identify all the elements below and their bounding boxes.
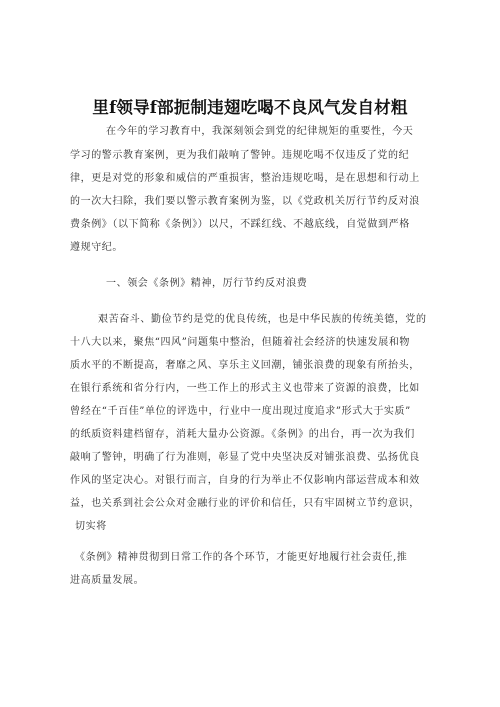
paragraph-line: 切实将	[75, 521, 107, 532]
paragraph-line: 遵规守纪。	[70, 242, 123, 253]
paragraph-line: 艰苦奋斗、勤俭节约是党的优良传统，也是中华民族的传统美德，党的	[98, 314, 427, 325]
paragraph-line: 律，更是对党的形象和威信的严重损害，整治违规吃喝，是在思想和行动上	[70, 173, 420, 184]
paragraph-line: 益，也关系到社会公众对金融行业的评价和信任，只有牢固树立节约意识，	[70, 498, 420, 509]
paragraph-line: 《条例》精神贯彻到日常工作的各个环节，才能更好地履行社会责任,推	[75, 552, 408, 563]
section-heading: 一、领会《条例》精神，厉行节约反对浪费	[106, 278, 308, 289]
paragraph-line: 曾经在“千百佳”单位的评选中，行业中一度出现过度追求”形式大于实质”	[70, 406, 411, 417]
paragraph-line: 费条例》（以下简称《条例》）以尺，不踩红线、不越底线，自觉做到严格	[70, 219, 410, 230]
paragraph-line: 在今年的学习教育中，我深刻领会到党的纪律规矩的重要性，今天	[106, 126, 414, 137]
paragraph-line: 十八大以来，聚焦“四风”问题集中整治，但随着社会经济的快速发展和物	[70, 337, 411, 348]
paragraph-line: 作风的坚定决心。对银行而言，自身的行为举止不仅影响内部运营成本和效	[70, 475, 420, 486]
document-title: 里f领导f部扼制违翅吃喝不良风气发自材粗	[92, 98, 408, 117]
paragraph-line: 质水平的不断提高，奢靡之风、享乐主义回潮，铺张浪费的现象有所抬头，	[70, 360, 420, 371]
paragraph-line: 的纸质资料建档留存，消耗大量办公资源。《条例》的出台，再一次为我们	[70, 429, 415, 440]
paragraph-line: 进高质量发展。	[70, 575, 145, 586]
paragraph-line: 学习的警示教育案例，更为我们敲响了警钟。违规吃喝不仅违反了党的纪	[70, 150, 410, 161]
paragraph-line: 在银行系统和省分行内，一些工作上的形式主义也带来了资源的浪费，比如	[70, 383, 420, 394]
paragraph-line: 的一次大扫除，我们要以警示教育案例为鉴，以《党政机关厉行节约反对浪	[70, 196, 420, 207]
paragraph-line: 敲响了警钟，明确了行为准则，彰显了党中央坚决反对铺张浪费、弘扬优良	[70, 452, 420, 463]
